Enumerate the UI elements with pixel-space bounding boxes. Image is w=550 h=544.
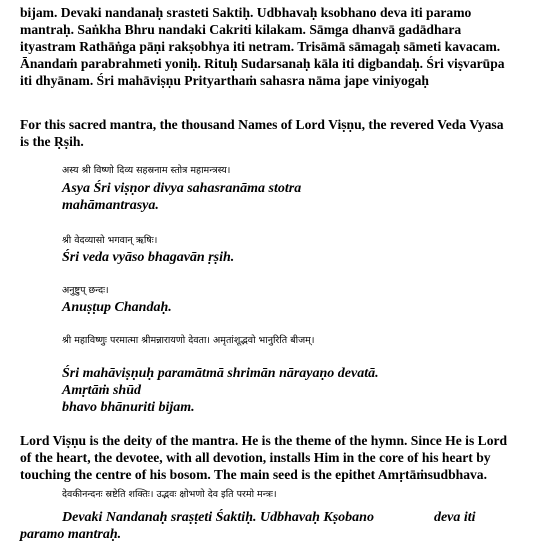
deity-line: Lord Viṣṇu is the deity of the mantra. He is the theme of the hymn. Since He is Lord xyxy=(20,433,508,448)
intro-line: iti dhyānam. Śri mahāviṣṇu Prityarthaṁ sahasra nāma jape viniyogaḥ xyxy=(20,73,429,88)
deity-line: of the heart, the devotee, with all devotion, installs Him in the core of his heart by xyxy=(20,450,491,465)
intro-line: bijam. Devaki nandanaḥ srasteti Saktiḥ. Udbhavaḥ ksobhano deva iti paramo xyxy=(20,5,472,20)
verse5-translit-part-b: deva iti xyxy=(433,510,476,525)
intro-paragraph xyxy=(20,4,540,89)
verse2-devanagari: श्री वेदव्यासो भगवान् ऋषिः। xyxy=(62,235,158,246)
deity-line: touching the centre of his bosom. The main seed is the epithet Amṛtāṁsudbhava. xyxy=(20,467,487,482)
verse1-translit-line: Asya Śri viṣṇor divya sahasranāma stotra xyxy=(62,181,302,196)
verse1-devanagari: अस्य श्री विष्णो दिव्य सहस्रनाम स्तोत्र महामन्त्रस्य। xyxy=(62,165,231,176)
verse4-devanagari: श्री महाविष्णुः परमात्मा श्रीमन्नारायणो देवता। अमृतांशूद्भवो भानुरिति बीजम्। xyxy=(62,335,315,346)
verse5-translit-part-a: Devaki Nandanaḥ sraṣṭeti Śaktiḥ. Udbhavaḥ Kṣobano xyxy=(62,510,374,525)
intro-line: ityastram Rathāṅga pāṇi rakṣobhya iti netram. Trisāmā sāmagaḥ sāmeti kavacam. xyxy=(20,39,501,54)
verse4-translit-line: Śri mahāviṣṇuḥ paramātmā shrimān nārayaṇo devatā. xyxy=(62,366,379,381)
rishi-line: is the Ṛṣih. xyxy=(20,134,84,149)
verse3-devanagari: अनुष्टुप् छन्दः। xyxy=(62,285,109,296)
verse4-translit-line: Amṛtāṁ shūd xyxy=(62,383,141,398)
verse1-translit-line: mahāmantrasya. xyxy=(62,198,159,213)
verse4-transliteration xyxy=(62,365,532,416)
verse4-translit-line: bhavo bhānuriti bijam. xyxy=(62,400,195,415)
verse5-devanagari: देवकीनन्दनः स्रष्टेति शक्तिः। उद्भवः क्षोभणो देव इति परमो मन्त्रः। xyxy=(62,489,277,500)
verse3-transliteration: Anuṣṭup Chandaḥ. xyxy=(62,300,172,315)
verse1-transliteration xyxy=(62,180,532,214)
verse5-transliteration xyxy=(62,509,532,526)
rishi-line: For this sacred mantra, the thousand Names of Lord Viṣṇu, the revered Veda Vyasa xyxy=(20,117,504,132)
deity-paragraph xyxy=(20,432,540,483)
rishi-paragraph xyxy=(20,116,540,150)
intro-line: Ānandaṁ parabrahmeti yoniḥ. Rituḥ Sudarsanaḥ kāla iti digbandaḥ. Śri viṣvarūpa xyxy=(20,56,505,71)
verse2-transliteration: Śri veda vyāso bhagavān ṛṣih. xyxy=(62,250,235,265)
intro-line: mantraḥ. Saṅkha Bhru nandaki Cakriti kilakam. Sāmga dhanvā gadādhara xyxy=(20,22,462,37)
verse5-transliteration-continued: paramo mantraḥ. xyxy=(20,527,122,542)
